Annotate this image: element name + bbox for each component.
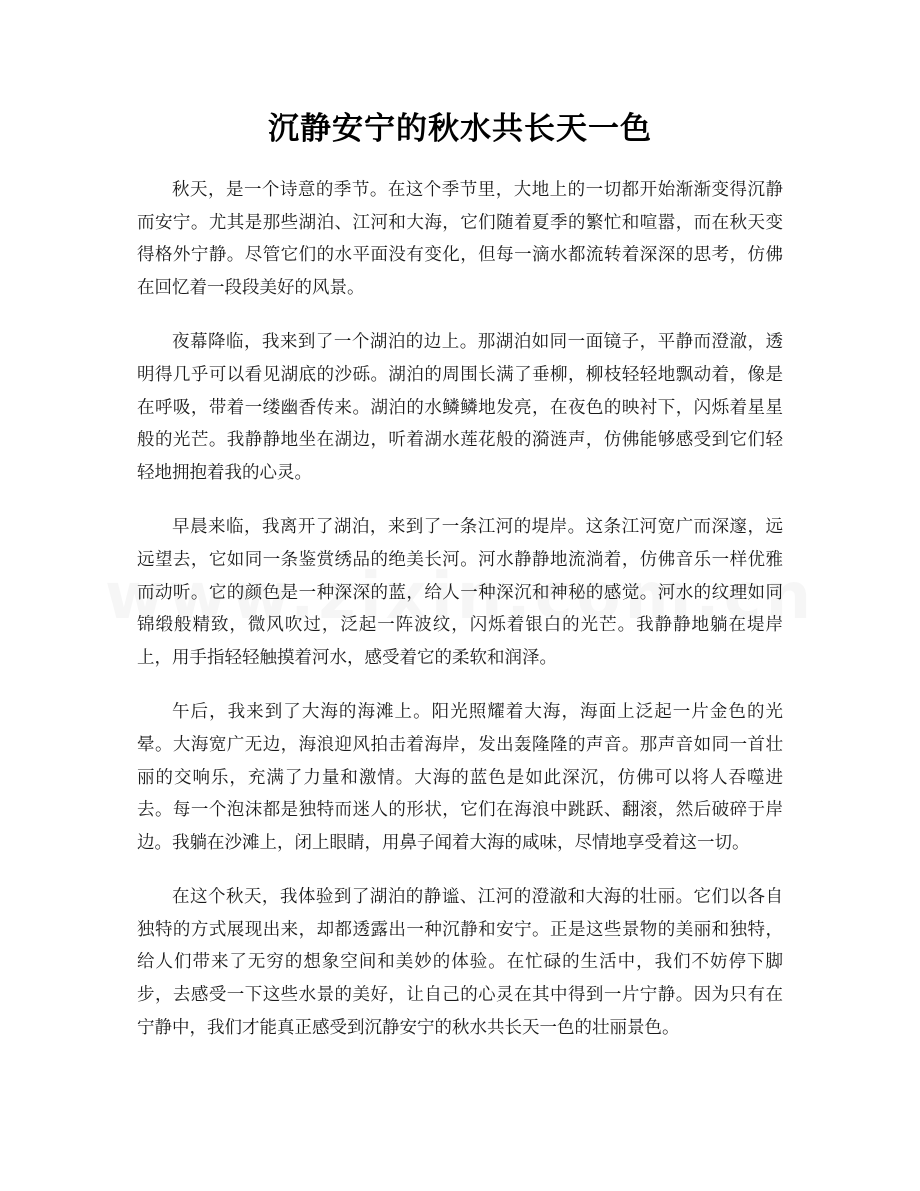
paragraph: 秋天，是一个诗意的季节。在这个季节里，大地上的一切都开始渐渐变得沉静而安宁。尤其是那些湖泊、江河和大海，它们随着夏季的繁忙和喧嚣，而在秋天变得格外宁静。尽管它们的水平面没有变化，但每一滴水都流转着深深的思考，仿佛在回忆着一段段美好的风景。 [137,180,783,298]
paragraph: 夜幕降临，我来到了一个湖泊的边上。那湖泊如同一面镜子，平静而澄澈，透明得几乎可以看见湖底的沙砾。湖泊的周围长满了垂柳，柳枝轻轻地飘动着，像是在呼吸，带着一缕幽香传来。湖泊的水鳞鳞地发亮，在夜色的映衬下，闪烁着星星般的光芒。我静静地坐在湖边，听着湖水莲花般的漪涟声，仿佛能够感受到它们轻轻地拥抱着我的心灵。 [137,332,783,483]
paragraph: 早晨来临，我离开了湖泊，来到了一条江河的堤岸。这条江河宽广而深邃，远远望去，它如同一条鉴赏绣品的绝美长河。河水静静地流淌着，仿佛音乐一样优雅而动听。它的颜色是一种深深的蓝，给人一种深沉和神秘的感觉。河水的纹理如同锦缎般精致，微风吹过，泛起一阵波纹，闪烁着银白的光芒。我静静地躺在堤岸上，用手指轻轻触摸着河水，感受着它的柔软和润泽。 [137,517,783,668]
document-body [137,174,783,1066]
paragraph: 午后，我来到了大海的海滩上。阳光照耀着大海，海面上泛起一片金色的光晕。大海宽广无边，海浪迎风拍击着海岸，发出轰隆隆的声音。那声音如同一首壮丽的交响乐，充满了力量和激情。大海的蓝色是如此深沉，仿佛可以将人吞噬进去。每一个泡沫都是独特而迷人的形状，它们在海浪中跳跃、翻滚，然后破碎于岸边。我躺在沙滩上，闭上眼睛，用鼻子闻着大海的咸味，尽情地享受着这一切。 [137,702,783,853]
paragraph: 在这个秋天，我体验到了湖泊的静谧、江河的澄澈和大海的壮丽。它们以各自独特的方式展现出来，却都透露出一种沉静和安宁。正是这些景物的美丽和独特，给人们带来了无穷的想象空间和美妙的体验。在忙碌的生活中，我们不妨停下脚步，去感受一下这些水景的美好，让自己的心灵在其中得到一片宁静。因为只有在宁静中，我们才能真正感受到沉静安宁的秋水共长天一色的壮丽景色。 [137,887,783,1038]
document-title: 沉静安宁的秋水共长天一色 [268,111,652,147]
